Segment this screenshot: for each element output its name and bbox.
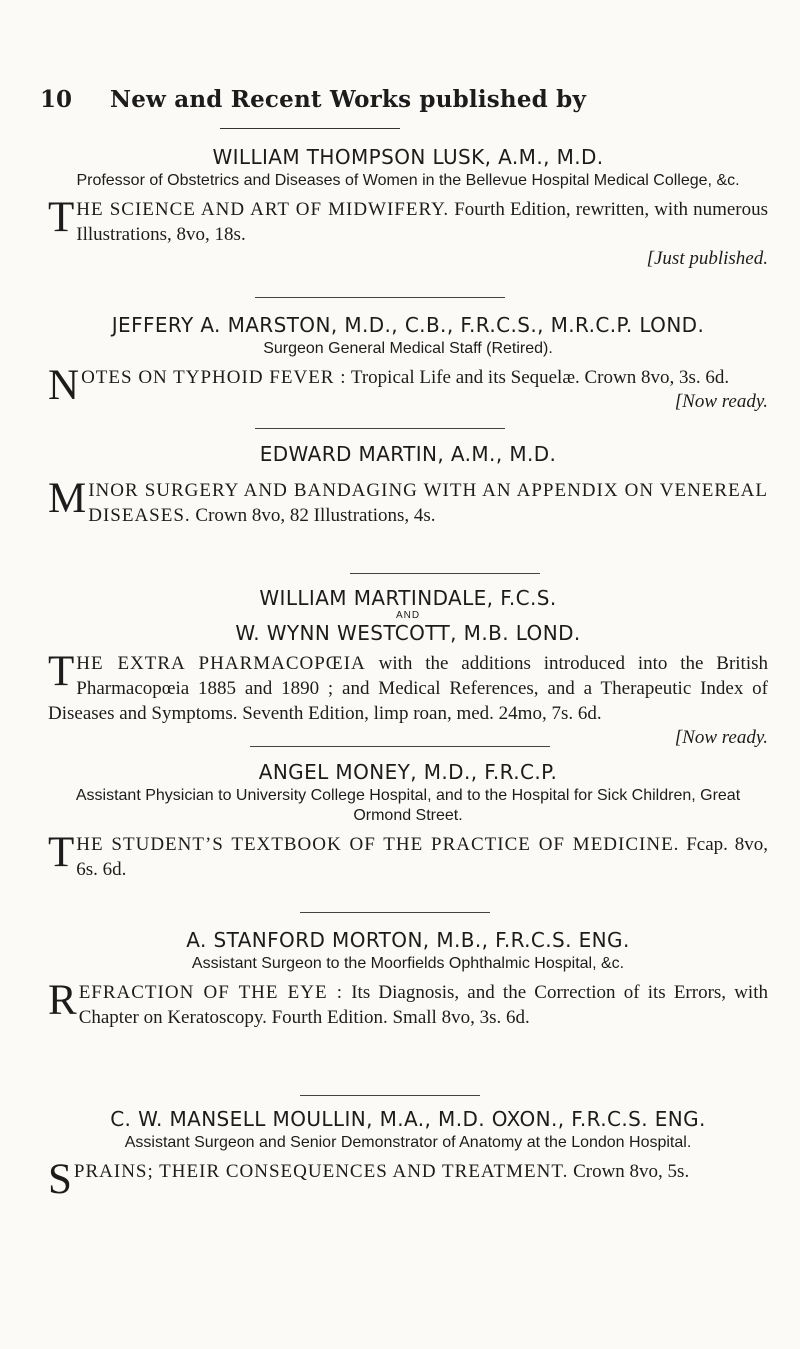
book-details: Crown 8vo, 5s. xyxy=(568,1161,690,1182)
author-name: WILLIAM THOMPSON LUSK, A.M., M.D. xyxy=(212,145,604,169)
author-affiliation: Assistant Surgeon to the Moorfields Ophthalmic Hospital, &c. xyxy=(191,955,625,972)
drop-initial: T xyxy=(48,194,75,241)
page-header xyxy=(0,86,800,126)
author-affiliation: Surgeon General Medical Staff (Retired). xyxy=(263,340,553,357)
author-affiliation: Professor of Obstetrics and Diseases of Women in the Bellevue Hospital Medical College, &c. xyxy=(76,172,740,189)
drop-initial: T xyxy=(48,829,75,876)
author-name: C. W. MANSELL MOULLIN, M.A., M.D. OXON., F.R.C.S. ENG. xyxy=(110,1107,706,1131)
book-title: PRAINS; THEIR CONSEQUENCES AND TREATMENT. xyxy=(73,1161,569,1182)
author-affiliation: Assistant Surgeon and Senior Demonstrator of Anatomy at the London Hospital. xyxy=(124,1134,692,1151)
book-description xyxy=(48,977,768,1030)
running-title: New and Recent Works published by xyxy=(110,86,587,113)
drop-initial: S xyxy=(48,1156,72,1203)
header-rule xyxy=(220,128,400,129)
coauthor-name: W. WYNN WESTCOTT, M.B. LOND. xyxy=(235,621,581,645)
book-entry-marston xyxy=(48,313,768,414)
book-title: HE SCIENCE AND ART OF MIDWIFERY. xyxy=(76,199,450,220)
book-title: EFRACTION OF THE EYE : xyxy=(78,982,344,1003)
publication-status: [Just published. xyxy=(646,248,768,269)
entry-divider xyxy=(300,1095,480,1096)
book-entry-money xyxy=(48,760,768,882)
book-details: Fourth Edition, rewritten, with numerous Illustrations, 8vo, 18s. xyxy=(76,199,768,245)
page-number: 10 xyxy=(40,86,73,113)
drop-initial: T xyxy=(48,648,75,695)
entry-divider xyxy=(300,912,490,913)
drop-initial: N xyxy=(48,362,80,409)
entry-divider xyxy=(255,428,505,429)
book-entry-moullin xyxy=(48,1107,768,1203)
book-entry-lusk xyxy=(48,145,768,271)
book-details: Tropical Life and its Sequelæ. Crown 8vo, 3s. 6d. xyxy=(346,367,730,388)
entry-divider xyxy=(255,297,505,298)
book-title: OTES ON TYPHOID FEVER : xyxy=(81,367,347,388)
author-name: JEFFERY A. MARSTON, M.D., C.B., F.R.C.S., M.R.C.P. LOND. xyxy=(111,313,705,337)
conjunction: AND xyxy=(395,610,421,621)
book-details: Crown 8vo, 82 Illustrations, 4s. xyxy=(190,505,436,526)
book-details: Fcap. 8vo, 6s. 6d. xyxy=(76,834,768,880)
book-description xyxy=(48,194,768,247)
book-description xyxy=(48,648,769,726)
publication-status: [Now ready. xyxy=(674,727,768,748)
book-description xyxy=(48,475,768,528)
book-description xyxy=(48,829,768,882)
book-entry-morton xyxy=(48,928,768,1030)
book-title: INOR SURGERY AND BANDAGING WITH AN APPENDIX ON VENEREAL DISEASES. xyxy=(88,480,768,526)
entry-divider xyxy=(250,746,550,747)
author-affiliation: Assistant Physician to University College Hospital, and to the Hospital for Sick Children, Great Ormond Street. xyxy=(75,787,741,824)
book-title: HE STUDENT’S TEXTBOOK OF THE PRACTICE OF MEDICINE. xyxy=(76,834,680,855)
author-name: A. STANFORD MORTON, M.B., F.R.C.S. ENG. xyxy=(186,928,630,952)
drop-initial: R xyxy=(48,977,77,1024)
book-entry-martin xyxy=(48,442,768,528)
book-description xyxy=(48,1156,768,1203)
book-details: Its Diagnosis, and the Correction of its Errors, with Chapter on Keratoscopy. Fourth Edition. Small 8vo, 3s. 6d. xyxy=(78,982,768,1028)
publication-status: [Now ready. xyxy=(674,391,768,412)
author-name: EDWARD MARTIN, A.M., M.D. xyxy=(259,442,557,466)
drop-initial: M xyxy=(48,475,87,522)
book-title: HE EXTRA PHARMACOPŒIA xyxy=(76,653,366,674)
book-details: with the additions introduced into the British Pharmacopœia 1885 and 1890 ; and Medical References, and a Therapeutic Index of Diseases and Symptoms. Seventh Edition, limp roan, med. 24mo, 7s. 6d. xyxy=(48,653,769,724)
book-entry-martindale xyxy=(48,586,768,750)
author-name: WILLIAM MARTINDALE, F.C.S. xyxy=(259,586,557,610)
author-name: ANGEL MONEY, M.D., F.R.C.P. xyxy=(258,760,558,784)
entry-divider xyxy=(350,573,540,574)
